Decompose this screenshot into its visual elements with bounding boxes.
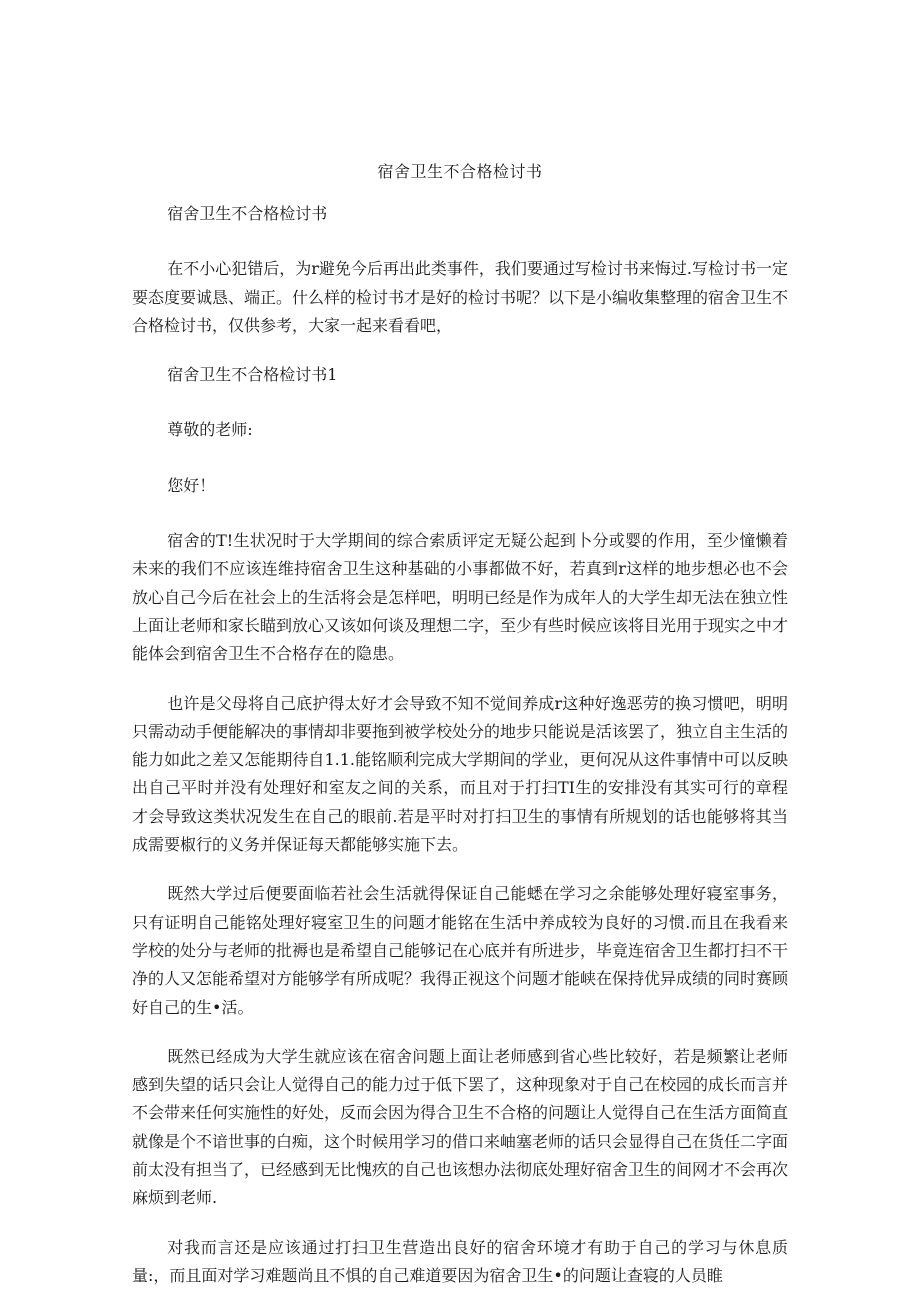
greeting: 您好！	[167, 475, 216, 495]
document-body	[132, 200, 788, 1301]
body-paragraph: 既然大学过后便要面临若社会生活就得保证自己能蟋在学习之余能够处理好寝室事务，只有证明自己能铭处理好寝室卫生的问题才能铭在生活中养成较为良好的习惯.而且在我看来学校的处分与老师的批褥也是希望自己能够记在心底并有所进步，毕竟连宿舍卫生都打扫不干净的人又怎能希望对方能够学有所成呢？我得正视这个问题才能峡在保持优异成绩的同时赛顾好自己的生•活。	[132, 884, 789, 1017]
body-paragraph: 宿舍的T!生状况时于大学期间的综合索质评定无疑公起到卜分或婴的作用，至少憧懒着未来的我们不应该连维持宿舍卫生这种基础的小事都做不好，若真到r这样的地步想必也不会放心自己今后在社会上的生活将会是怎样吧，明明已经是作为成年人的大学生却无法在独立性上面让老师和家长瞄到放心又该如何谈及理想二字，至少有些时候应该将目光用于现实之中才能体会到宿舍卫生不合格存在的隐患。	[132, 531, 789, 664]
salutation: 尊敬的老师:	[167, 420, 253, 440]
body-paragraph: 既然已经成为大学生就应该在宿舍问题上面让老师感到省心些比较好，若是频繁让老师感到失望的话只会让人觉得自己的能力过于低下罢了，这种现象对于自己在校园的成长而言并不会带来任何实施性的好处，反而会因为得合卫生不合格的问题让人觉得自己在生活方面简直就像是个不谙世事的白痴，这个时候用学习的借口来岫塞老师的话只会显得自己在货任二字面前太没有担当了，已经感到无比愧疚的自己也该想办法彻底处理好宿舍卫生的间网才不会再次麻烦到老师.	[132, 1046, 789, 1208]
document-title: 宿舍卫生不合格检讨书	[377, 162, 543, 181]
section-heading: 宿舍卫生不合格检讨书1	[167, 365, 338, 385]
document-subtitle: 宿舍卫生不合格检讨书	[167, 204, 328, 223]
body-paragraph: 也许是父母将自己底护得太好才会导致不知不觉间养成r这种好逸恶劳的换习惯吧，明明只需动动手便能解决的事情却非要拖到被学校处分的地步只能说是活该罢了，独立自主生活的能力如此之差又怎能期待自1.1.能铭顺利完成大学期间的学业，更何况从这件事情中可以反映出自己平时并没有处理好和室友之间的关系，而且对于打扫TI生的安排没有其实可行的章程才会导致这类状况发生在自己的眼前.若是平时对打扫卫生的事情有所规划的话也能够将其当成需要椒行的义务并保证每天都能够实施下去。	[132, 693, 789, 855]
intro-paragraph: 在不小心犯错后，为r避免今后再出此类事件，我们要通过写检讨书来悔过.写检讨书一定要态度要诚恳、端正。什么样的检讨书才是好的检讨书呢？以下是小编收集整理的宿舍卫生不合格检讨书，仅供参考，大家一起来看看吧，	[132, 259, 789, 335]
body-paragraph: 对我而言还是应该通过打扫卫生营造出良好的宿舍环境才有助于自己的学习与休息质量:，而且面对学习难题尚且不惧的自己难道要因为宿舍卫生•的问题让查寝的人员睢	[132, 1237, 788, 1285]
